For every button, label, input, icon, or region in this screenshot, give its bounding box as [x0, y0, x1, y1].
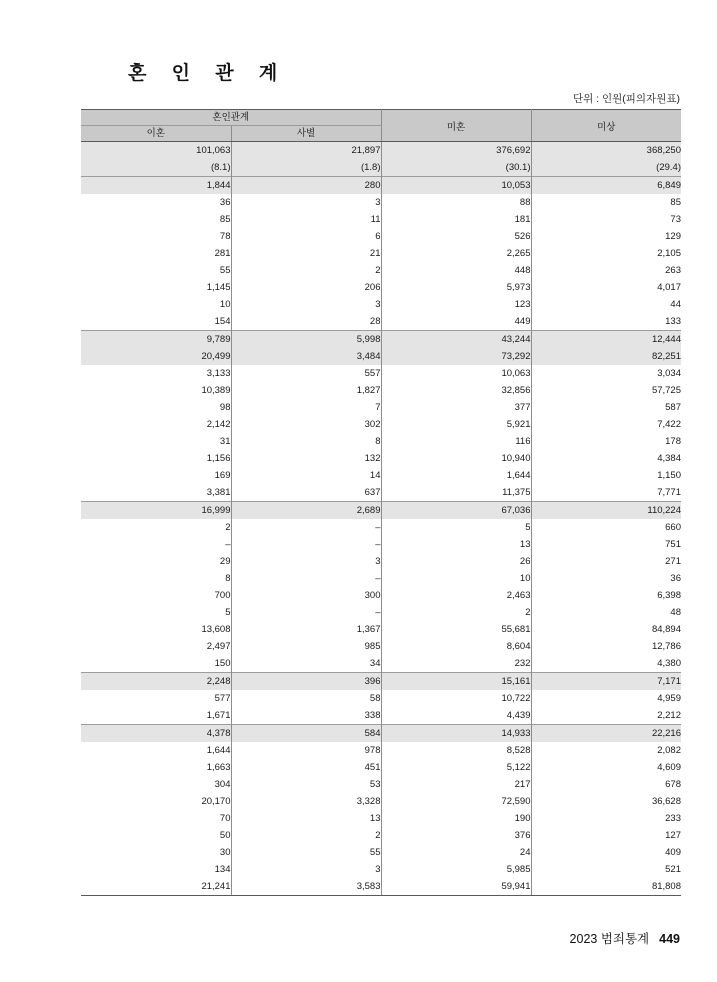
table-cell: 3: [231, 194, 381, 211]
table-row: [81, 759, 681, 776]
table-cell: 232: [381, 655, 531, 673]
table-cell: 133: [531, 313, 681, 331]
table-cell: 2,497: [81, 638, 231, 655]
table-row: [81, 245, 681, 262]
table-cell: 1,671: [81, 707, 231, 725]
table-body: [81, 142, 681, 896]
table-row: [81, 587, 681, 604]
table-cell: 190: [381, 810, 531, 827]
table-cell: 14,933: [381, 725, 531, 743]
table-row: [81, 194, 681, 211]
table-row: [81, 177, 681, 195]
table-cell: 3: [231, 553, 381, 570]
table-header: [81, 110, 681, 142]
table-cell: 21,241: [81, 878, 231, 896]
table-cell: 22,216: [531, 725, 681, 743]
table-cell: 85: [531, 194, 681, 211]
table-cell: 660: [531, 519, 681, 536]
table-cell: 48: [531, 604, 681, 621]
table-cell: 10,389: [81, 382, 231, 399]
unit-note: 단위 : 인원(피의자원표): [572, 93, 680, 105]
table-cell: 53: [231, 776, 381, 793]
table-cell: 1,145: [81, 279, 231, 296]
page-title: 혼 인 관 계: [128, 63, 288, 84]
table-cell: 20,170: [81, 793, 231, 810]
table-cell: 14: [231, 467, 381, 484]
table-cell: –: [231, 570, 381, 587]
table-cell: 123: [381, 296, 531, 313]
table-cell: 3,484: [231, 348, 381, 365]
table-row: [81, 365, 681, 382]
table-row: [81, 570, 681, 587]
table-cell: 448: [381, 262, 531, 279]
table-cell: 2: [231, 827, 381, 844]
table-cell: 13: [231, 810, 381, 827]
table-cell: 1,150: [531, 467, 681, 484]
table-cell: 7,171: [531, 673, 681, 691]
table-cell: 12,786: [531, 638, 681, 655]
table-cell: 29: [81, 553, 231, 570]
table-cell: 85: [81, 211, 231, 228]
table-cell: 58: [231, 690, 381, 707]
table-cell: 206: [231, 279, 381, 296]
page-footer: [570, 929, 680, 947]
table-cell: 300: [231, 587, 381, 604]
table-cell: –: [231, 536, 381, 553]
table-cell: 55: [231, 844, 381, 861]
table-row: [81, 159, 681, 177]
table-cell: 21,897: [231, 142, 381, 160]
table-cell: 557: [231, 365, 381, 382]
table-cell: 31: [81, 433, 231, 450]
table-row: [81, 348, 681, 365]
table-cell: 101,063: [81, 142, 231, 160]
table-cell: 15,161: [381, 673, 531, 691]
table-row: [81, 502, 681, 520]
table-cell: 82,251: [531, 348, 681, 365]
table-row: [81, 228, 681, 245]
table-row: [81, 638, 681, 655]
table-cell: 9,789: [81, 331, 231, 349]
table-cell: 2,265: [381, 245, 531, 262]
table-cell: 233: [531, 810, 681, 827]
table-cell: 409: [531, 844, 681, 861]
table-cell: 4,378: [81, 725, 231, 743]
table-cell: 13,608: [81, 621, 231, 638]
table-cell: 3: [231, 296, 381, 313]
table-cell: –: [81, 536, 231, 553]
table-row: [81, 621, 681, 638]
footer-label: 2023 범죄통계: [569, 932, 650, 946]
table-row: [81, 690, 681, 707]
table-cell: 2,105: [531, 245, 681, 262]
table-cell: 10,940: [381, 450, 531, 467]
table-row: [81, 810, 681, 827]
table-cell: 302: [231, 416, 381, 433]
table-cell: 1,827: [231, 382, 381, 399]
table-row: [81, 142, 681, 160]
table-row: [81, 553, 681, 570]
table-row: [81, 262, 681, 279]
table-cell: 700: [81, 587, 231, 604]
table-row: [81, 776, 681, 793]
table-cell: 3,133: [81, 365, 231, 382]
table-cell: 110,224: [531, 502, 681, 520]
table-cell: 10: [381, 570, 531, 587]
table-cell: 178: [531, 433, 681, 450]
table-cell: 13: [381, 536, 531, 553]
table-cell: 81,808: [531, 878, 681, 896]
table-row: [81, 827, 681, 844]
table-cell: 3: [231, 861, 381, 878]
table-cell: 57,725: [531, 382, 681, 399]
table-cell: 3,034: [531, 365, 681, 382]
table-row: [81, 484, 681, 502]
table-cell: 150: [81, 655, 231, 673]
table-cell: 73: [531, 211, 681, 228]
table-cell: 280: [231, 177, 381, 195]
table-cell: 55,681: [381, 621, 531, 638]
table-row: [81, 725, 681, 743]
column-header-unmarried: 미혼: [381, 110, 531, 142]
table-cell: 134: [81, 861, 231, 878]
table-cell: 10,053: [381, 177, 531, 195]
table-cell: 376,692: [381, 142, 531, 160]
table-cell: 44: [531, 296, 681, 313]
table-row: [81, 399, 681, 416]
table-row: [81, 313, 681, 331]
table-cell: 2,082: [531, 742, 681, 759]
table-cell: 98: [81, 399, 231, 416]
table-cell: 73,292: [381, 348, 531, 365]
table-row: [81, 519, 681, 536]
table-cell: 2: [381, 604, 531, 621]
table-cell: 5,921: [381, 416, 531, 433]
table-cell: 5,998: [231, 331, 381, 349]
table-cell: 181: [381, 211, 531, 228]
table-row: [81, 331, 681, 349]
table-cell: (29.4): [531, 159, 681, 177]
table-cell: 50: [81, 827, 231, 844]
table-cell: 24: [381, 844, 531, 861]
table-cell: 26: [381, 553, 531, 570]
table-cell: 577: [81, 690, 231, 707]
column-header-bereaved: 사별: [231, 126, 381, 142]
table-row: [81, 844, 681, 861]
table-cell: 5: [81, 604, 231, 621]
table-cell: 1,156: [81, 450, 231, 467]
table-row: [81, 450, 681, 467]
table-row: [81, 793, 681, 810]
table-cell: 368,250: [531, 142, 681, 160]
table-cell: 5,985: [381, 861, 531, 878]
table-cell: 11: [231, 211, 381, 228]
statistics-table-wrapper: [81, 109, 681, 896]
table-cell: 36,628: [531, 793, 681, 810]
column-header-unknown: 미상: [531, 110, 681, 142]
table-cell: 1,367: [231, 621, 381, 638]
table-cell: 12,444: [531, 331, 681, 349]
table-cell: 304: [81, 776, 231, 793]
table-cell: 2,212: [531, 707, 681, 725]
table-cell: 20,499: [81, 348, 231, 365]
table-row: [81, 655, 681, 673]
table-cell: –: [231, 604, 381, 621]
table-cell: 3,328: [231, 793, 381, 810]
table-cell: 4,017: [531, 279, 681, 296]
table-cell: 376: [381, 827, 531, 844]
table-cell: 2: [231, 262, 381, 279]
table-cell: 5: [381, 519, 531, 536]
table-row: [81, 673, 681, 691]
table-cell: 34: [231, 655, 381, 673]
table-cell: 132: [231, 450, 381, 467]
table-cell: 3,381: [81, 484, 231, 502]
table-cell: 7: [231, 399, 381, 416]
table-cell: 4,384: [531, 450, 681, 467]
table-cell: 3,583: [231, 878, 381, 896]
table-row: [81, 211, 681, 228]
table-cell: 129: [531, 228, 681, 245]
table-cell: 271: [531, 553, 681, 570]
table-header-group-row: [81, 110, 681, 126]
table-cell: 43,244: [381, 331, 531, 349]
table-cell: 377: [381, 399, 531, 416]
column-group-marital-status: 혼인관계: [81, 110, 381, 126]
table-cell: 1,844: [81, 177, 231, 195]
table-cell: 637: [231, 484, 381, 502]
table-cell: 2,248: [81, 673, 231, 691]
table-row: [81, 604, 681, 621]
table-cell: 36: [81, 194, 231, 211]
table-cell: 32,856: [381, 382, 531, 399]
table-cell: 4,439: [381, 707, 531, 725]
statistics-table: [81, 109, 681, 896]
table-cell: 338: [231, 707, 381, 725]
table-cell: 11,375: [381, 484, 531, 502]
table-cell: (30.1): [381, 159, 531, 177]
table-cell: 154: [81, 313, 231, 331]
table-cell: 21: [231, 245, 381, 262]
table-cell: 451: [231, 759, 381, 776]
table-cell: 2,689: [231, 502, 381, 520]
table-cell: 84,894: [531, 621, 681, 638]
table-cell: 678: [531, 776, 681, 793]
table-cell: 116: [381, 433, 531, 450]
table-row: [81, 742, 681, 759]
table-row: [81, 416, 681, 433]
table-row: [81, 467, 681, 484]
table-cell: 127: [531, 827, 681, 844]
table-row: [81, 296, 681, 313]
table-cell: 169: [81, 467, 231, 484]
table-cell: 2,463: [381, 587, 531, 604]
table-cell: 10,722: [381, 690, 531, 707]
table-cell: 72,590: [381, 793, 531, 810]
table-cell: 4,959: [531, 690, 681, 707]
table-cell: 281: [81, 245, 231, 262]
table-cell: 78: [81, 228, 231, 245]
table-cell: 1,663: [81, 759, 231, 776]
table-cell: 217: [381, 776, 531, 793]
table-cell: 4,380: [531, 655, 681, 673]
table-row: [81, 279, 681, 296]
table-row: [81, 861, 681, 878]
table-row: [81, 878, 681, 896]
table-cell: 30: [81, 844, 231, 861]
table-cell: 263: [531, 262, 681, 279]
table-cell: 70: [81, 810, 231, 827]
table-row: [81, 536, 681, 553]
table-cell: 5,122: [381, 759, 531, 776]
table-cell: 5,973: [381, 279, 531, 296]
table-cell: (8.1): [81, 159, 231, 177]
table-cell: 584: [231, 725, 381, 743]
table-row: [81, 382, 681, 399]
column-header-divorced: 이혼: [81, 126, 231, 142]
table-cell: 8: [81, 570, 231, 587]
table-cell: 587: [531, 399, 681, 416]
table-cell: 2: [81, 519, 231, 536]
table-cell: 67,036: [381, 502, 531, 520]
page-number: 449: [659, 932, 680, 946]
table-cell: 1,644: [381, 467, 531, 484]
table-cell: (1.8): [231, 159, 381, 177]
table-cell: 4,609: [531, 759, 681, 776]
table-cell: –: [231, 519, 381, 536]
table-cell: 8: [231, 433, 381, 450]
table-cell: 985: [231, 638, 381, 655]
table-row: [81, 433, 681, 450]
table-cell: 449: [381, 313, 531, 331]
table-cell: 2,142: [81, 416, 231, 433]
table-cell: 7,422: [531, 416, 681, 433]
table-cell: 6,849: [531, 177, 681, 195]
table-cell: 526: [381, 228, 531, 245]
table-cell: 59,941: [381, 878, 531, 896]
table-cell: 36: [531, 570, 681, 587]
table-cell: 396: [231, 673, 381, 691]
table-cell: 10: [81, 296, 231, 313]
table-cell: 7,771: [531, 484, 681, 502]
table-cell: 16,999: [81, 502, 231, 520]
table-cell: 28: [231, 313, 381, 331]
table-cell: 8,528: [381, 742, 531, 759]
table-cell: 10,063: [381, 365, 531, 382]
table-cell: 88: [381, 194, 531, 211]
table-cell: 1,644: [81, 742, 231, 759]
table-cell: 978: [231, 742, 381, 759]
table-cell: 6: [231, 228, 381, 245]
table-cell: 521: [531, 861, 681, 878]
table-row: [81, 707, 681, 725]
table-cell: 6,398: [531, 587, 681, 604]
table-cell: 751: [531, 536, 681, 553]
table-cell: 55: [81, 262, 231, 279]
table-cell: 8,604: [381, 638, 531, 655]
